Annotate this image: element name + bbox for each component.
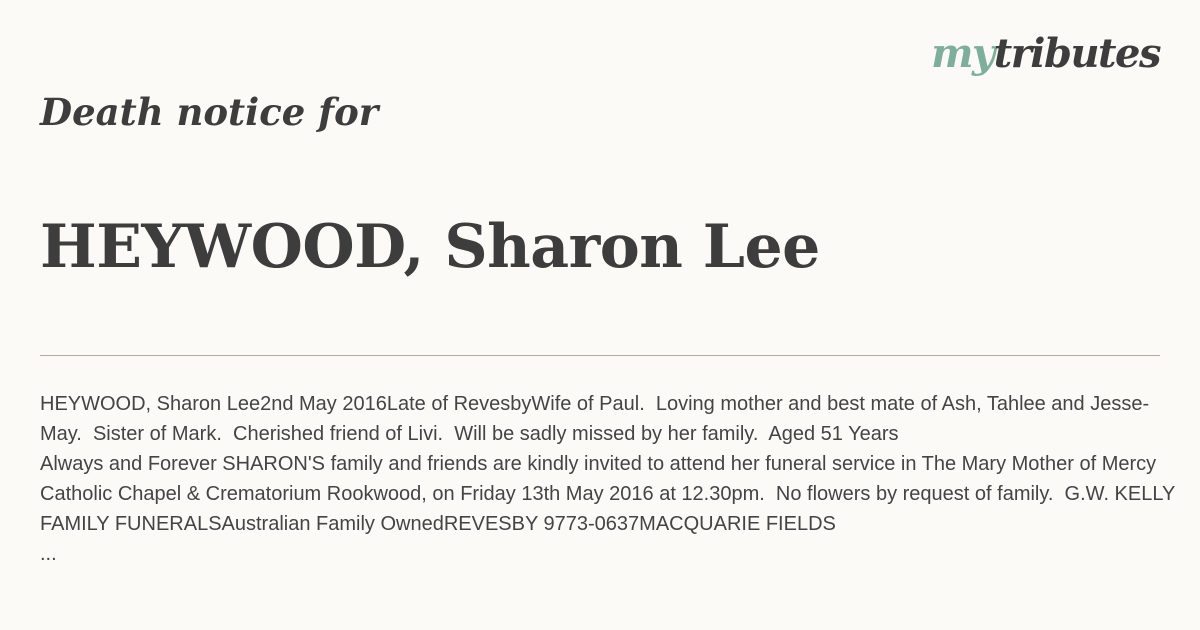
deceased-name: HEYWOOD, Sharon Lee	[40, 212, 820, 282]
notice-text	[40, 389, 1181, 569]
mytributes-logo[interactable]	[931, 30, 1160, 77]
notice-paragraph: Always and Forever SHARON'S family and friends are kindly invited to attend her funeral service in The Mary Mother of Mercy Catholic Chapel & Crematorium Rookwood, on Friday 13th May 2016 at 12.30pm. No flowers by request of family. G.W. KELLY FAMILY FUNERALSAustralian Family OwnedREVESBY 9773-0637MACQUARIE FIELDS	[40, 453, 1181, 535]
logo-prefix: my	[931, 30, 994, 77]
notice-paragraph: HEYWOOD, Sharon Lee2nd May 2016Late of RevesbyWife of Paul. Loving mother and best mate of Ash, Tahlee and Jesse-May. Sister of Mark. Cherished friend of Livi. Will be sadly missed by her family. Aged 51 Years	[40, 393, 1150, 445]
logo-suffix: tributes	[993, 30, 1160, 77]
divider	[40, 355, 1160, 356]
notice-ellipsis: ...	[40, 543, 57, 565]
notice-kicker: Death notice for	[40, 90, 379, 134]
